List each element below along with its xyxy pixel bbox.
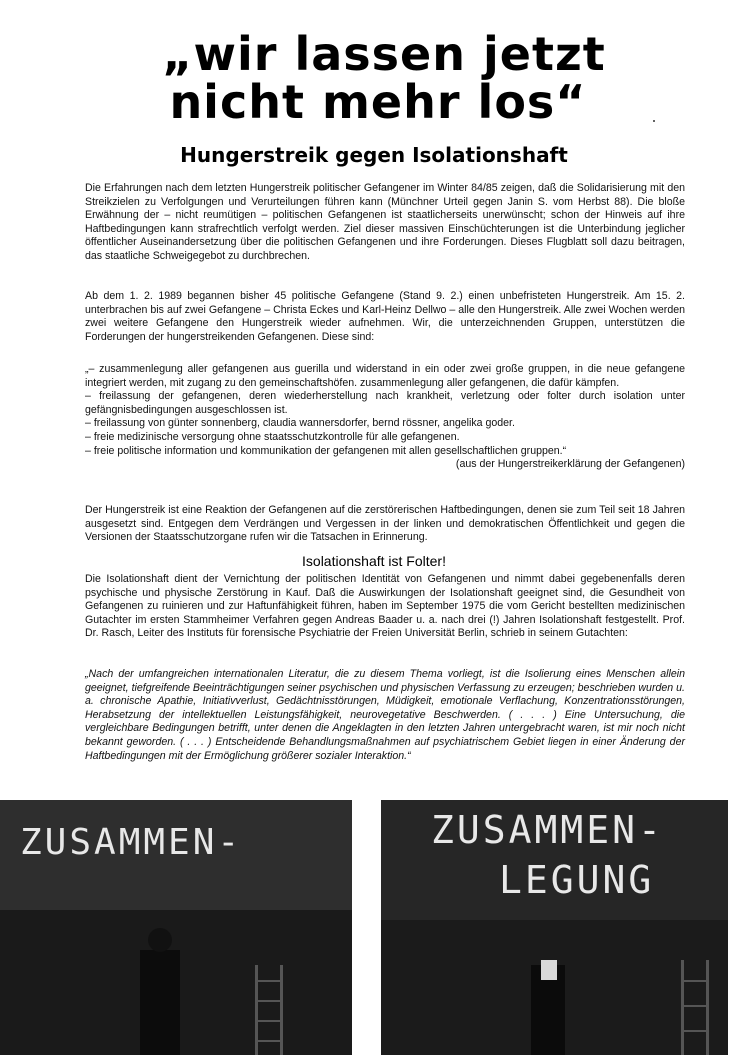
headline-line-2: nicht mehr los“ bbox=[169, 75, 587, 129]
expert-quote: „Nach der umfangreichen internationalen Literatur, die zu diesem Thema vorliegt, ist die Isolierung eines Menschen allein geeignet, tiefgreifende Beeinträchtigungen seiner psychischen und physischen Verfassung zu erzeugen; beschrieben wurden u. a. chronische Apathie, Initiativverlust, Gedächtnisstörungen, Müdigkeit, emotionale Verflachung, Konzentrationsstörungen, Herabsetzung der intellektuellen Leistungsfähigkeit, neurovegetative Beschwerden. ( . . . ) Eine Untersuchung, die vergleichbare Bedingungen betrifft, unter denen die Angeklagten in den letzten Jahren untergebracht waren, ist mir noch nicht bekannt geworden. ( . . . ) Entscheidende Behandlungsmaßnahmen auf psychiatrischem Gebiet liegen in einer Änderung der Haftbedingungen mit der Ermöglichung größerer sozialer Interaktion.“ bbox=[85, 668, 685, 762]
demand-item: „– zusammenlegung aller gefangenen aus guerilla und widerstand in ein oder zwei große gruppen, in die neue gefangene integriert werden, mit zugang zu den gemeinschaftshöfen. zusammenlegung aller gefangenen, die dafür kämpfen. bbox=[85, 363, 685, 389]
demand-item: – freie medizinische versorgung ohne staatsschutzkontrolle für alle gefangenen. bbox=[85, 430, 460, 443]
demands-source: (aus der Hungerstreikerklärung der Gefangenen) bbox=[455, 458, 685, 471]
isolation-paragraph: Die Isolationshaft dient der Vernichtung der politischen Identität von Gefangenen und nimmt dabei gegebenenfalls deren psychische und physische Zerstörung in Kauf. Daß die Auswirkungen der Isolationshaft geeignet sind, die Gesundheit von Gefangenen zu ruinieren und zur Haftunfähigkeit führen, haben im September 1975 die vom Gericht bestellten medizinischen Gutachter im ersten Stammheimer Verfahren gegen Andreas Baader u. a. nach drei (!) Jahren Isolationshaft festgestellt. Prof. Dr. Rasch, Leiter des Instituts für forensische Psychiatrie der Freien Universität Berlin, schrieb in seinem Gutachten: bbox=[85, 573, 685, 640]
intro-paragraph: Die Erfahrungen nach dem letzten Hungerstreik politischer Gefangener im Winter 84/85 zeigen, daß die Solidarisierung mit den Streikzielen zu Verfolgungen und Verurteilungen führen kann (Münchner Urteil gegen Janin S. vom Herbst 88). Die bloße Erwähnung der – nicht reumütigen – politischen Gefangenen ist staatlicherseits unerwünscht; schon der Hinweis auf ihre Haftbedingungen kann strafrechtlich verfolgt werden. Ziel dieser massiven Einschüchterungen ist die Unterbindung jeglicher öffentlicher Auseinandersetzung über die politischen Gefangenen und ihre Forderungen. Dieses Flugblatt soll dazu beitragen, das staatliche Schweigegebot zu durchbrechen. bbox=[85, 182, 685, 262]
demand-item: – freie politische information und kommunikation der gefangenen mit allen gesellschaftlichen gruppen.“ bbox=[85, 444, 567, 457]
section-heading: Isolationshaft ist Folter! bbox=[302, 553, 446, 569]
graffiti-text-line-1: ZUSAMMEN- bbox=[431, 808, 664, 852]
graffiti-text-line-2: LEGUNG bbox=[499, 858, 655, 902]
hungerstrike-paragraph: Ab dem 1. 2. 1989 begannen bisher 45 politische Gefangene (Stand 9. 2.) einen unbefristeten Hungerstreik. Am 15. 2. unterbrachen bis auf zwei Gefangene – Christa Eckes und Karl-Heinz Dellwo – alle den Hungerstreik. Alle zwei Wochen werden zwei weitere Gefangene den Hungerstreik wieder aufnehmen. Wir, die unterzeichnenden Gruppen, unterstützen die Forderungen der hungerstreikenden Gefangenen. Diese sind: bbox=[85, 290, 685, 343]
graffiti-photo-right bbox=[381, 800, 728, 1055]
demand-item: – freilassung von günter sonnenberg, claudia wannersdorfer, bernd rössner, angelika goder. bbox=[85, 417, 515, 430]
demands-list bbox=[85, 363, 685, 472]
headline-line-1: „wir lassen jetzt bbox=[162, 27, 606, 81]
speck bbox=[653, 120, 655, 122]
reaction-paragraph: Der Hungerstreik ist eine Reaktion der Gefangenen auf die zerstörerischen Haftbedingungen, denen sie zum Teil seit 18 Jahren ausgesetzt sind. Entgegen dem Verdrängen und Vergessen in der linken und demokratischen Öffentlichkeit und gegen die Versionen der Staatsschutzorgane rufen wir die Tatsachen in Erinnerung. bbox=[85, 504, 685, 544]
demand-item: – freilassung der gefangenen, deren wiederherstellung nach krankheit, verletzung oder folter durch isolation unter gefängnisbedingungen ausgeschlossen ist. bbox=[85, 390, 685, 416]
subtitle: Hungerstreik gegen Isolationshaft bbox=[180, 143, 568, 167]
graffiti-photo-left bbox=[0, 800, 352, 1055]
graffiti-text: ZUSAMMEN- bbox=[20, 822, 243, 863]
